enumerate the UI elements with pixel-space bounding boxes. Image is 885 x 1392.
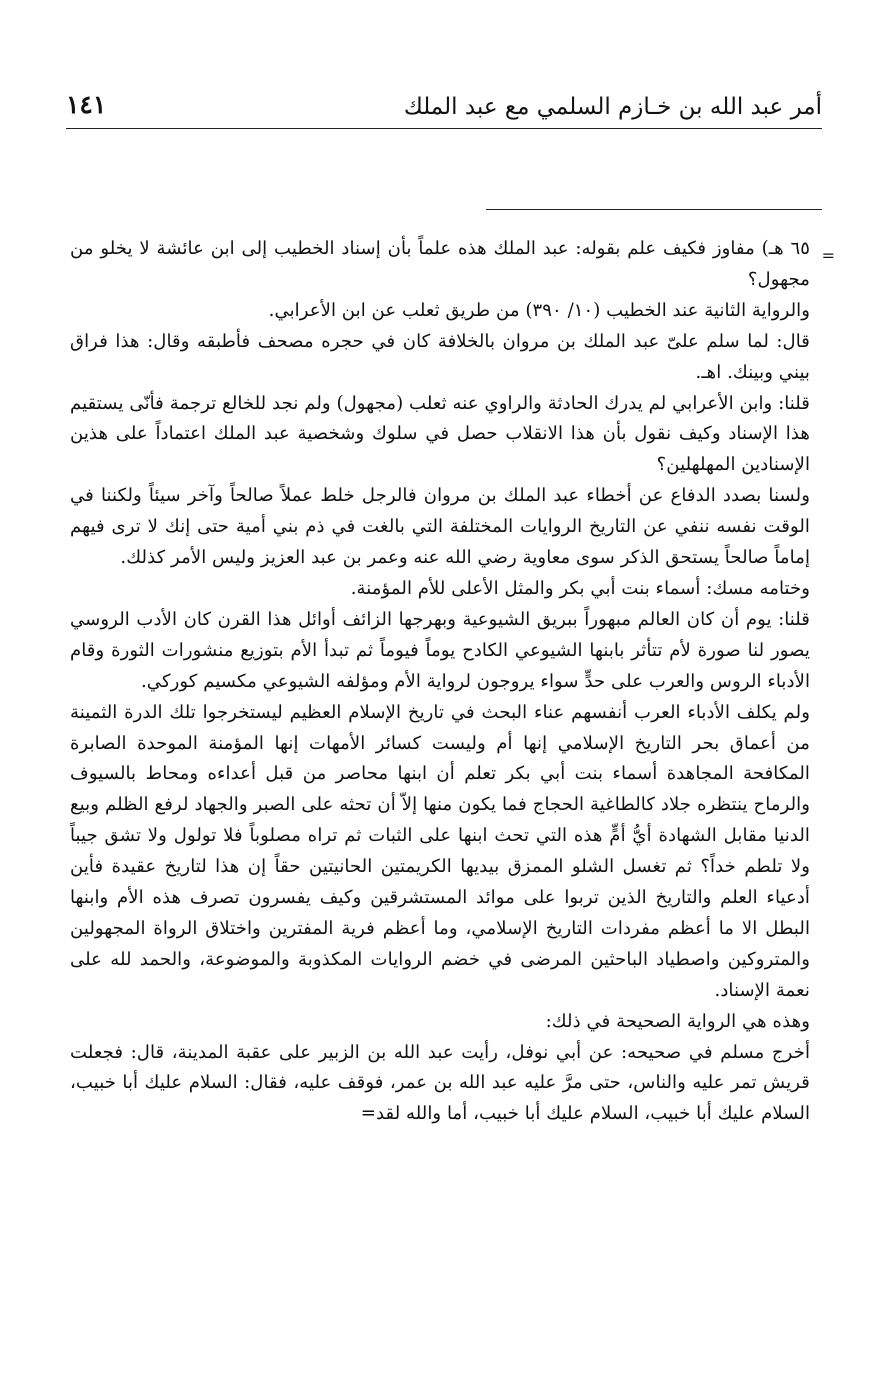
running-head [66,88,822,129]
paragraph: ٦٥ هـ) مفاوز فكيف علم بقوله: عبد الملك هذه علماً بأن إسناد الخطيب إلى ابن عائشة لا يخلو من مجهول؟ [70,238,810,290]
footnote-text [70,234,810,1130]
paragraph: وختامه مسك: أسماء بنت أبي بكر والمثل الأعلى للأم المؤمنة. [350,577,810,599]
continuation-mark: = [821,246,835,265]
footnote-separator [486,209,822,210]
paragraph: وهذه هي الرواية الصحيحة في ذلك: [545,1010,810,1032]
paragraph: قال: لما سلم علىّ عبد الملك بن مروان بالخلافة كان في حجره مصحف فأطبقه وقال: هذا فراق بيني وبينك. اهـ. [70,330,810,383]
running-title: أمر عبد الله بن خـازم السلمي مع عبد الملك [403,94,822,120]
paragraph: قلنا: يوم أن كان العالم مبهوراً ببريق الشيوعية وبهرجها الزائف أوائل هذا القرن كان الأدب الروسي يصور لنا صورة لأم تتأثر بابنها الشيوعي الكادح يوماً فيوماً ثم تبدأ الأم بتوزيع منشورات الثورة وقام الأدباء الروس والعرب على حدٍّ سواء يروجون لرواية الأم ومؤلفه الشيوعي مكسيم كوركي. [70,608,810,692]
paragraph: قلنا: وابن الأعرابي لم يدرك الحادثة والراوي عنه ثعلب (مجهول) ولم نجد للخالع ترجمة فأنّى يستقيم هذا الإسناد وكيف نقول بأن هذا الانقلاب حصل في سلوك وشخصية عبد الملك اعتماداً على هذين الإسنادين المهلهلين؟ [70,392,810,476]
paragraph: أخرج مسلم في صحيحه: عن أبي نوفل، رأيت عبد الله بن الزبير على عقبة المدينة، قال: فجعلت قريش تمر عليه والناس، حتى مرَّ عليه عبد الله بن عمر، فوقف عليه، فقال: السلام عليك أبا خبيب، السلام عليك أبا خبيب، السلام عليك أبا خبيب، أما والله لقد= [70,1041,810,1125]
page-number: ١٤١ [66,90,107,119]
paragraph: ولسنا بصدد الدفاع عن أخطاء عبد الملك بن مروان فالرجل خلط عملاً صالحاً وآخر سيئاً ولكننا في الوقت نفسه ننفي عن التاريخ الروايات المختلفة التي بالغت في ذم بني أمية حتى إنك لا ترى فيهم إماماً صالحاً يستحق الذكر سوى معاوية رضي الله عنه وعمر بن عبد العزيز وليس الأمر كذلك. [70,485,810,569]
paragraph: والرواية الثانية عند الخطيب (١٠/ ٣٩٠) من طريق ثعلب عن ابن الأعرابي. [268,299,810,321]
paragraph: ولم يكلف الأدباء العرب أنفسهم عناء البحث في تاريخ الإسلام العظيم ليستخرجوا تلك الدرة الثمينة من أعماق بحر التاريخ الإسلامي إنها أم وليست كسائر الأمهات إنها المؤمنة الموحدة الصابرة المكافحة المجاهدة أسماء بنت أبي بكر تعلم أن ابنها محاصر من قبل أعداءه ومحاط بالسيوف والرماح ينتظره جلاد كالطاغية الحجاج فما يكون منها إلاّ أن تحثه على الصبر والجهاد لرفع الظلم وبيع الدنيا مقابل الشهادة أيُّ أمٍّ هذه التي تحث ابنها على الثبات ثم تراه مصلوباً فلا تولول ولا تشق جيباً ولا تلطم خداً؟ ثم تغسل الشلو الممزق بيديها الكريمتين الحانيتين حقاً إن هذا لتاريخ عقيدة فأين أدعياء العلم والتاريخ الذين تربوا على موائد المستشرقين وكيف يفسرون تصرف هذه الأم وابنها البطل الا ما أعظم مفردات التاريخ الإسلامي، وما أعظم فرية المفترين واختلاق الرواة المجهولين والمتروكين واصطياد الباحثين المرضى في خضم الروايات المكذوبة والموضوعة، والحمد لله على نعمة الإسناد. [70,701,810,1001]
